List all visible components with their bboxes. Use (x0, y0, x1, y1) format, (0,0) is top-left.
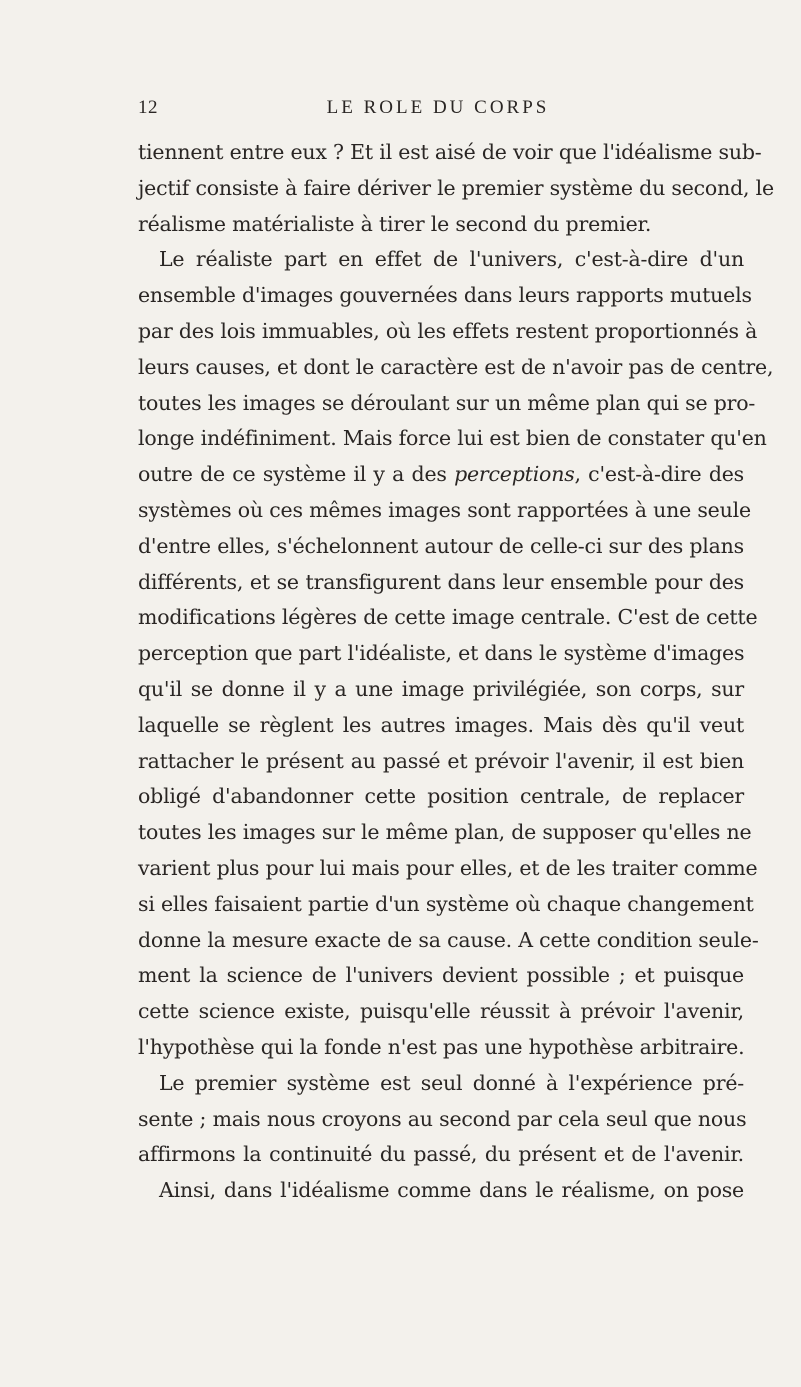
text-line: sente ; mais nous croyons au second par cela seul que nous (138, 1106, 747, 1131)
running-head (138, 97, 738, 125)
text-line: qu'il se donne il y a une image privilégiée, son corps, sur (138, 676, 744, 701)
text-run: outre de ce système il y a des (138, 462, 447, 487)
text-line: longe indéfiniment. Mais force lui est bien de constater qu'en (138, 426, 767, 451)
page-number: 12 (138, 97, 158, 118)
text-line: leurs causes, et dont le caractère est de n'avoir pas de centre, (138, 354, 774, 379)
text-line: modifications légères de cette image centrale. C'est de cette (138, 605, 758, 630)
text-run: , c'est-à-dire des (574, 462, 745, 487)
italic-term: perceptions (454, 462, 575, 487)
text-line: si elles faisaient partie d'un système où chaque changement (138, 891, 754, 916)
text-line: obligé d'abandonner cette position centrale, de replacer (138, 784, 744, 809)
text-line: jectif consiste à faire dériver le premier système du second, le (138, 175, 774, 200)
text-line: Le réaliste part en effet de l'univers, c'est-à-dire d'un (159, 247, 744, 272)
text-line: d'entre elles, s'échelonnent autour de celle-ci sur des plans (138, 533, 744, 558)
text-line: cette science existe, puisqu'elle réussit à prévoir l'avenir, (138, 999, 744, 1024)
text-line: ment la science de l'univers devient possible ; et puisque (138, 963, 744, 988)
text-line: toutes les images sur le même plan, de supposer qu'elles ne (138, 820, 752, 845)
text-line: rattacher le présent au passé et prévoir l'avenir, il est bien (138, 748, 744, 773)
text-line: donne la mesure exacte de sa cause. A cette condition seule- (138, 927, 759, 952)
text-line-mixed (138, 457, 744, 493)
body-text (138, 135, 774, 1209)
text-line: ensemble d'images gouvernées dans leurs rapports mutuels (138, 283, 752, 308)
text-line: tiennent entre eux ? Et il est aisé de voir que l'idéalisme sub- (138, 140, 762, 164)
text-line: par des lois immuables, où les effets restent proportionnés à (138, 318, 758, 343)
text-line: systèmes où ces mêmes images sont rapportées à une seule (138, 497, 751, 522)
text-line: toutes les images se déroulant sur un même plan qui se pro- (138, 390, 756, 415)
text-line: affirmons la continuité du passé, du présent et de l'avenir. (138, 1142, 744, 1167)
text-line: réalisme matérialiste à tirer le second du premier. (138, 211, 652, 236)
running-title: LE ROLE DU CORPS (326, 97, 550, 118)
text-line: perception que part l'idéaliste, et dans le système d'images (138, 641, 745, 666)
text-line: différents, et se transfigurent dans leur ensemble pour des (138, 569, 744, 594)
text-line: laquelle se règlent les autres images. Mais dès qu'il veut (138, 712, 744, 737)
text-line: l'hypothèse qui la fonde n'est pas une hypothèse arbitraire. (138, 1034, 745, 1059)
text-line: varient plus pour lui mais pour elles, et de les traiter comme (138, 855, 758, 880)
text-line: Le premier système est seul donné à l'expérience pré- (159, 1070, 744, 1095)
text-line: Ainsi, dans l'idéalisme comme dans le réalisme, on pose (159, 1178, 744, 1203)
